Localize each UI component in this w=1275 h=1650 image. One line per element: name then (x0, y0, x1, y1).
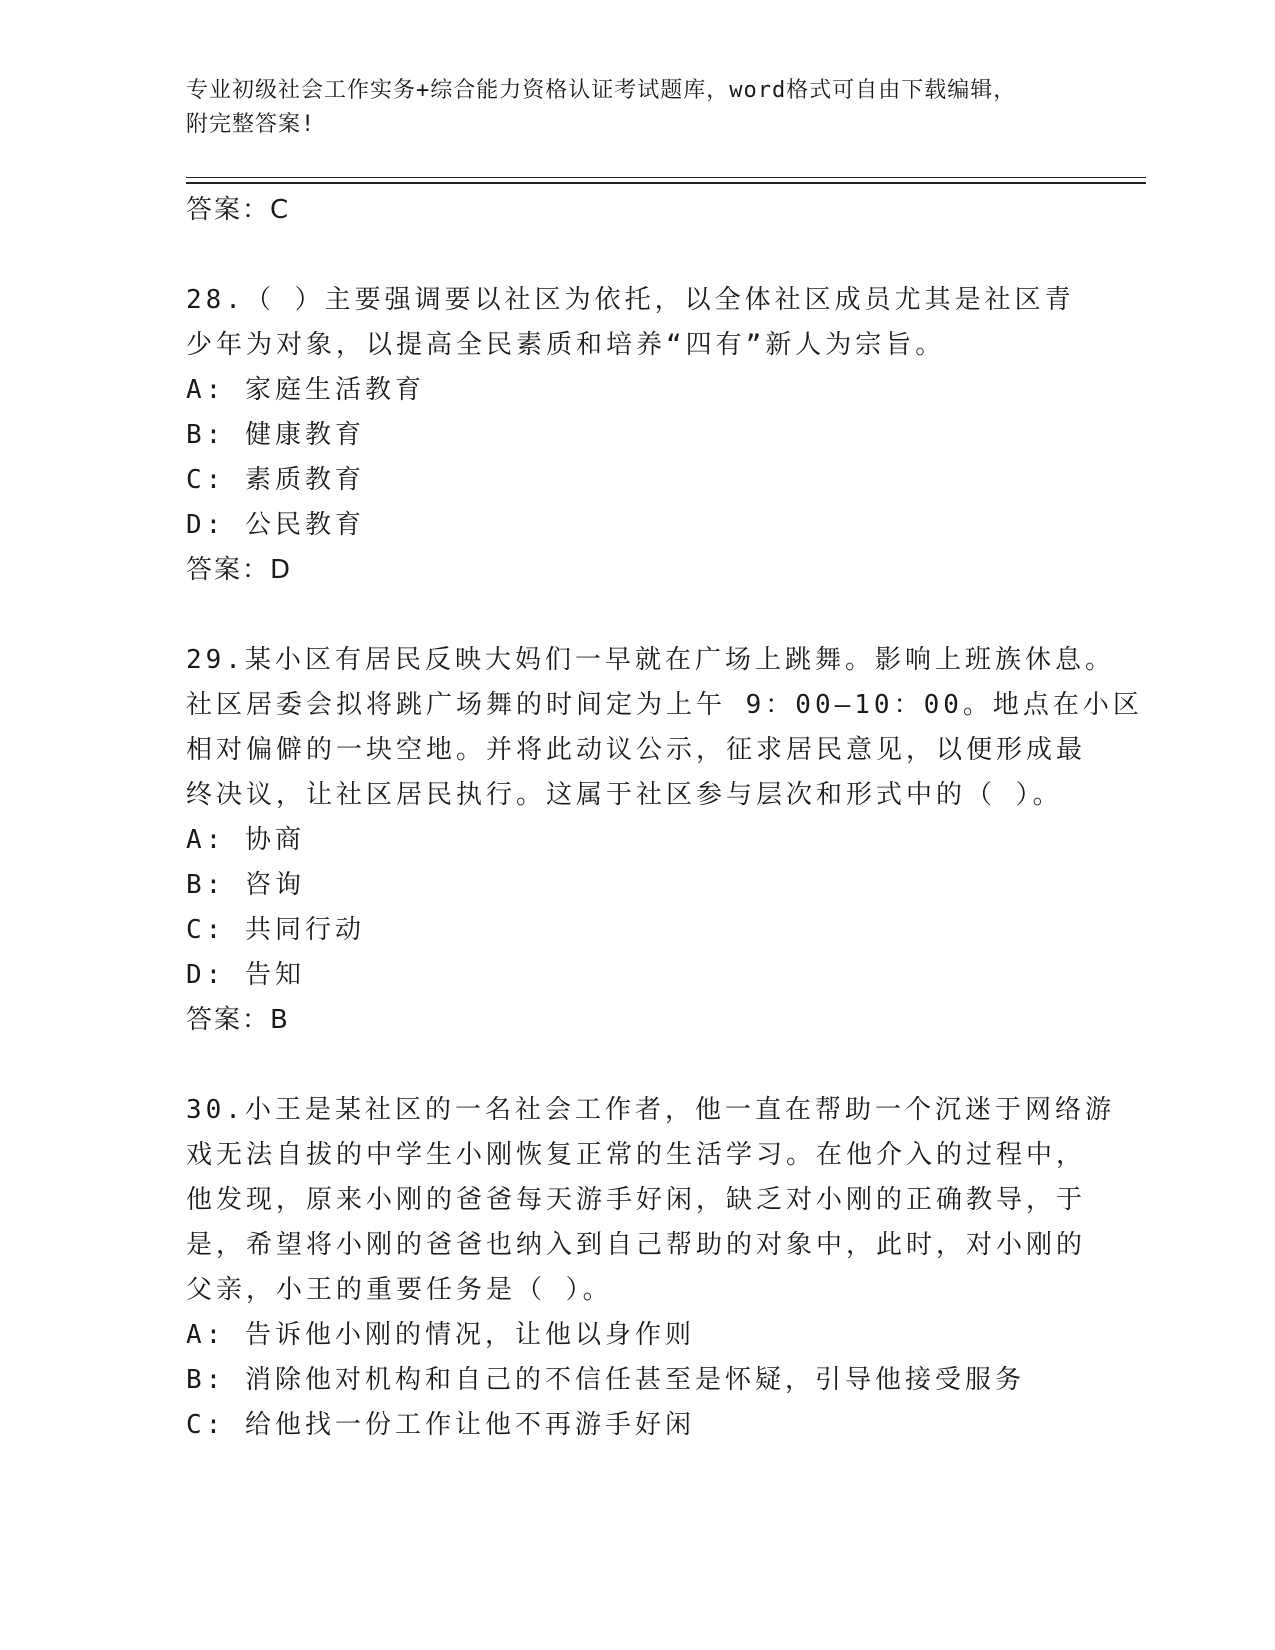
question-28-stem-line-1: 28.（ ）主要强调要以社区为依托，以全体社区成员尤其是社区青 (186, 285, 1075, 315)
question-30-stem-line-5: 父亲，小王的重要任务是（ ）。 (186, 1275, 613, 1305)
question-29-option-a: A: 协商 (186, 825, 305, 855)
header-line-2: 附完整答案! (186, 112, 316, 137)
header-line-1: 专业初级社会工作实务+综合能力资格认证考试题库，word格式可自由下载编辑， (186, 78, 1017, 103)
question-29-option-d: D: 告知 (186, 960, 305, 990)
question-29-stem-line-4: 终决议，让社区居民执行。这属于社区参与层次和形式中的（ ）。 (186, 780, 1063, 810)
header-divider-thick (186, 182, 1146, 184)
question-28-answer: 答案：D (186, 555, 293, 585)
header-divider-thin (186, 177, 1146, 178)
question-29-option-c: C: 共同行动 (186, 915, 365, 945)
page-header (186, 74, 1086, 142)
question-29-stem-line-2: 社区居委会拟将跳广场舞的时间定为上午 9：00—10：00。地点在小区 (186, 690, 1143, 720)
question-30-option-a: A: 告诉他小刚的情况，让他以身作则 (186, 1320, 695, 1350)
question-29-stem-line-3: 相对偏僻的一块空地。并将此动议公示，征求居民意见，以便形成最 (186, 735, 1087, 765)
spacer (186, 233, 1086, 278)
spacer (186, 1043, 1086, 1088)
question-28-option-b: B: 健康教育 (186, 420, 365, 450)
question-29-stem-line-1: 29.某小区有居民反映大妈们一早就在广场上跳舞。影响上班族休息。 (186, 645, 1115, 675)
question-30-stem-line-2: 戏无法自拔的中学生小刚恢复正常的生活学习。在他介入的过程中， (186, 1140, 1087, 1170)
question-28-stem-line-2: 少年为对象，以提高全民素质和培养“四有”新人为宗旨。 (186, 330, 946, 360)
question-29-option-b: B: 咨询 (186, 870, 305, 900)
question-28-option-d: D: 公民教育 (186, 510, 365, 540)
question-30-option-c: C: 给他找一份工作让他不再游手好闲 (186, 1410, 695, 1440)
question-29-answer: 答案：B (186, 1005, 290, 1035)
spacer (186, 593, 1086, 638)
page-content (186, 188, 1143, 1448)
question-30-stem-line-1: 30.小王是某社区的一名社会工作者，他一直在帮助一个沉迷于网络游 (186, 1095, 1115, 1125)
question-30-stem-line-3: 他发现，原来小刚的爸爸每天游手好闲，缺乏对小刚的正确教导，于 (186, 1185, 1087, 1215)
question-28-option-a: A: 家庭生活教育 (186, 375, 425, 405)
question-30-stem-line-4: 是，希望将小刚的爸爸也纳入到自己帮助的对象中，此时，对小刚的 (186, 1230, 1087, 1260)
question-28 (186, 278, 1086, 593)
question-29 (186, 638, 1143, 1043)
previous-answer: 答案：C (186, 195, 291, 225)
question-30 (186, 1088, 1115, 1448)
question-28-option-c: C: 素质教育 (186, 465, 365, 495)
question-30-option-b: B: 消除他对机构和自己的不信任甚至是怀疑，引导他接受服务 (186, 1365, 1025, 1395)
